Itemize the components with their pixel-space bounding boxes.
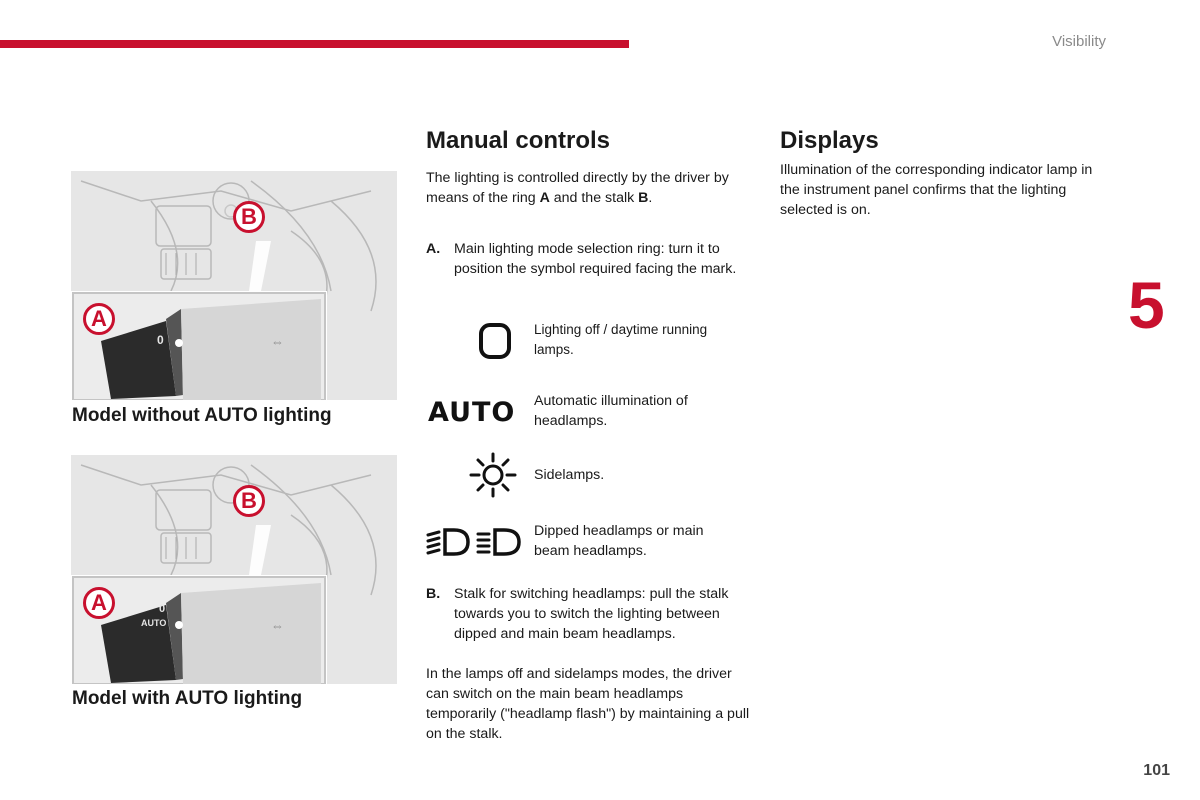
ring-symbol-auto: AUTO <box>141 618 167 628</box>
callout-b: B <box>233 201 265 233</box>
figure-caption: Model without AUTO lighting <box>72 405 332 426</box>
symbol-label: Sidelamps. <box>534 467 605 483</box>
zero-symbol-icon <box>478 322 512 365</box>
header-accent-bar <box>0 40 629 48</box>
figure-with-auto <box>71 455 397 684</box>
chapter-number: 5 <box>1128 268 1165 342</box>
symbol-label: Automatic illumination of headlamps. <box>534 393 688 429</box>
callout-b: B <box>233 485 265 517</box>
figure-caption: Model with AUTO lighting <box>72 688 303 709</box>
manual-controls-heading: Manual controls <box>426 127 611 154</box>
headlamps-icon <box>426 526 524 563</box>
page-number: 101 <box>1143 762 1170 779</box>
dashboard-illustration <box>71 455 397 684</box>
ring-symbol-zero: 0 <box>157 333 164 347</box>
figure-without-auto <box>71 171 397 400</box>
sidelamps-icon <box>468 452 518 503</box>
callout-a: A <box>83 303 115 335</box>
section-title: Visibility <box>1052 33 1106 50</box>
item-b-letter: B. <box>426 586 441 602</box>
callout-a: A <box>83 587 115 619</box>
symbol-label: Dipped headlamps or main beam headlamps. <box>534 523 704 559</box>
displays-text: Illumination of the corresponding indicator lamp in the instrument panel confirms that the lighting selected is on. <box>780 162 1093 218</box>
ring-symbol-zero: 0 <box>159 603 166 615</box>
item-a-letter: A. <box>426 241 441 257</box>
dashboard-illustration <box>71 171 397 400</box>
displays-heading: Displays <box>780 127 879 154</box>
auto-symbol-icon: AUTO <box>428 397 516 428</box>
symbol-label: Lighting off / daytime running lamps. <box>534 322 708 357</box>
main-beam-flash-text: In the lamps off and sidelamps modes, the driver can switch on the main beam headlamps temporarily ("headlamp flash") by maintaining a pull on the stalk. <box>426 666 750 742</box>
item-b-text: Stalk for switching headlamps: pull the stalk towards you to switch the lighting between dipped and main beam headlamps. <box>454 586 729 642</box>
manual-controls-intro: The lighting is controlled directly by the driver by means of the ring A and the stalk B. <box>426 170 729 206</box>
flash-arrow-icon: ⇔ <box>271 334 284 349</box>
flash-arrow-icon: ⇔ <box>271 618 284 633</box>
item-a-text: Main lighting mode selection ring: turn it to position the symbol required facing the mark. <box>454 241 737 277</box>
